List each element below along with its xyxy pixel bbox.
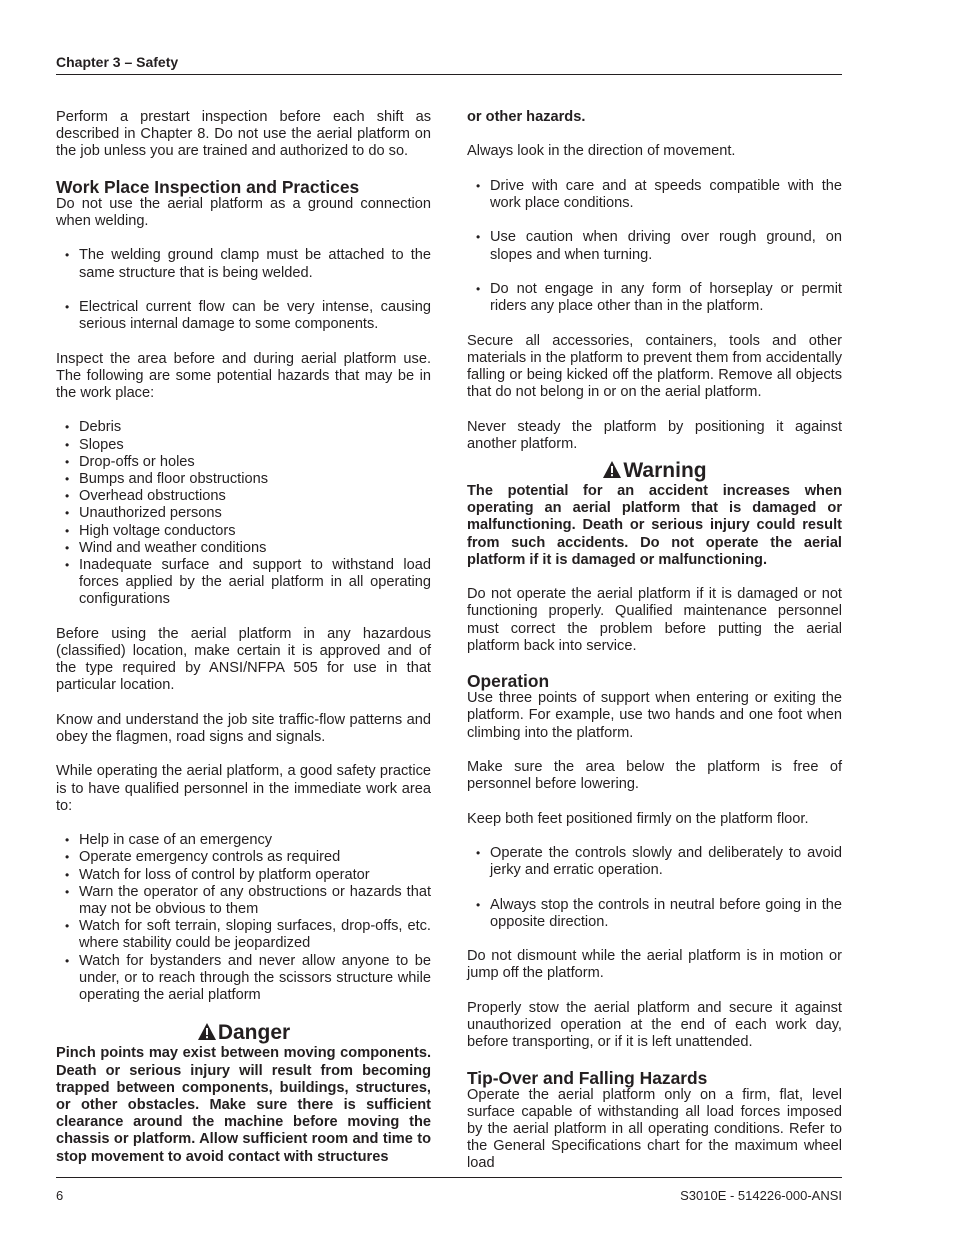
- danger-continued: or other hazards.: [467, 109, 586, 125]
- tipover-paragraph: Operate the aerial platform only on a firm, flat, level surface capable of withstanding all load forces imposed by the aerial platform in all operating conditions. Refer to the General Specifications chart for the maximum wheel load: [467, 1086, 842, 1172]
- danger-text: Pinch points may exist between moving components. Death or serious injury will result from becoming trapped between components, buildings, structures, or other obstacles. Make sure there is sufficient clearance around the machine before moving the chassis or platform. Allow sufficient room and time to stop movement to avoid contact with structures: [56, 1045, 431, 1165]
- look-paragraph: Always look in the direction of movement.: [467, 143, 736, 160]
- list-item: • Debris: [56, 419, 431, 436]
- list-item: • Warn the operator of any obstructions or hazards that may not be obvious to them: [56, 884, 431, 918]
- stow-paragraph: Properly stow the aerial platform and secure it against unauthorized operation at the end of each work day, before transporting, or if it is left unattended.: [467, 999, 842, 1051]
- list-item: • Slopes: [56, 437, 431, 454]
- warning-triangle-icon: [602, 460, 622, 479]
- header-rule: [56, 74, 842, 75]
- footer-rule: [56, 1177, 842, 1178]
- list-item: • The welding ground clamp must be attached to the same structure that is being welded.: [56, 247, 431, 281]
- warning-triangle-icon: [197, 1022, 217, 1041]
- warning-title: Warning: [623, 458, 707, 482]
- list-item: • Operate the controls slowly and deliberately to avoid jerky and erratic operation.: [467, 845, 842, 879]
- steady-paragraph: Never steady the platform by positioning it against another platform.: [467, 418, 842, 452]
- operation-paragraph-1: Use three points of support when entering or exiting the platform. For example, use two hands and one foot when climbing into the platform.: [467, 690, 842, 741]
- warning-callout-title: [467, 459, 842, 483]
- secure-paragraph: Secure all accessories, containers, tools and other materials in the platform to prevent them from accidentally falling or being kicked off the platform. Remove all objects that do not belong in or on the aerial platform.: [467, 332, 842, 401]
- operation-heading: Operation: [467, 671, 550, 692]
- list-item: • Operate emergency controls as required: [56, 849, 431, 866]
- danger-callout-title: [56, 1021, 431, 1045]
- list-item: • Drop-offs or holes: [56, 454, 431, 471]
- welding-list: [56, 247, 431, 333]
- list-item: • High voltage conductors: [56, 523, 431, 540]
- list-item: • Electrical current flow can be very intense, causing serious internal damage to some components.: [56, 299, 431, 333]
- intro-paragraph: Perform a prestart inspection before each shift as described in Chapter 8. Do not use the aerial platform on the job unless you are trained and authorized to do so.: [56, 109, 431, 160]
- list-item: • Inadequate surface and support to withstand load forces applied by the aerial platform in all operating configurations: [56, 557, 431, 609]
- danger-title: Danger: [217, 1021, 291, 1045]
- warning-text: The potential for an accident increases when operating an aerial platform that is damaged or malfunctioning. Death or serious injury could result from such accidents. Do not operate the aerial platform if it is damaged or malfunctioning.: [467, 482, 842, 568]
- list-item: • Unauthorized persons: [56, 505, 431, 522]
- right-column: [467, 109, 842, 1190]
- left-column: [56, 109, 431, 1166]
- operating-paragraph: While operating the aerial platform, a good safety practice is to have qualified personnel in the immediate work area to:: [56, 763, 431, 814]
- list-item: • Drive with care and at speeds compatible with the work place conditions.: [467, 178, 842, 212]
- workplace-paragraph: Do not use the aerial platform as a ground connection when welding.: [56, 195, 431, 229]
- list-item: • Always stop the controls in neutral before going in the opposite direction.: [467, 897, 842, 931]
- dismount-paragraph: Do not dismount while the aerial platform is in motion or jump off the platform.: [467, 948, 842, 982]
- tipover-heading: Tip-Over and Falling Hazards: [467, 1067, 708, 1088]
- list-item: • Bumps and floor obstructions: [56, 471, 431, 488]
- list-item: • Overhead obstructions: [56, 488, 431, 505]
- hazards-list: [56, 419, 431, 608]
- list-item: • Watch for soft terrain, sloping surfaces, drop-offs, etc. where stability could be jeopardized: [56, 918, 431, 952]
- list-item: • Help in case of an emergency: [56, 832, 431, 849]
- inspect-paragraph: Inspect the area before and during aerial platform use. The following are some potential hazards that may be in the work place:: [56, 350, 431, 401]
- document-id: S3010E - 514226-000-ANSI: [680, 1188, 842, 1203]
- driving-list: [467, 178, 842, 316]
- list-item: • Use caution when driving over rough ground, on slopes and when turning.: [467, 229, 842, 263]
- list-item: • Watch for loss of control by platform operator: [56, 867, 431, 884]
- list-item: • Do not engage in any form of horseplay or permit riders any place other than in the platform.: [467, 281, 842, 315]
- list-item: • Watch for bystanders and never allow anyone to be under, or to reach through the scissors structure while operating the aerial platform: [56, 953, 431, 1005]
- operation-paragraph-3: Keep both feet positioned firmly on the platform floor.: [467, 810, 809, 827]
- workplace-heading: Work Place Inspection and Practices: [56, 176, 360, 197]
- damaged-paragraph: Do not operate the aerial platform if it is damaged or not functioning properly. Qualified maintenance personnel must correct the problem before putting the aerial platform back into service.: [467, 586, 842, 654]
- controls-list: [467, 845, 842, 931]
- list-item: • Wind and weather conditions: [56, 540, 431, 557]
- page-number: 6: [56, 1188, 64, 1203]
- operation-paragraph-2: Make sure the area below the platform is free of personnel before lowering.: [467, 758, 842, 793]
- personnel-list: [56, 832, 431, 1004]
- hazardous-location-paragraph: Before using the aerial platform in any hazardous (classified) location, make certain it is approved and of the type required by ANSI/NFPA 505 for use in that particular location.: [56, 625, 431, 694]
- traffic-paragraph: Know and understand the job site traffic-flow patterns and obey the flagmen, road signs and signals.: [56, 711, 431, 745]
- chapter-header: Chapter 3 – Safety: [56, 54, 179, 70]
